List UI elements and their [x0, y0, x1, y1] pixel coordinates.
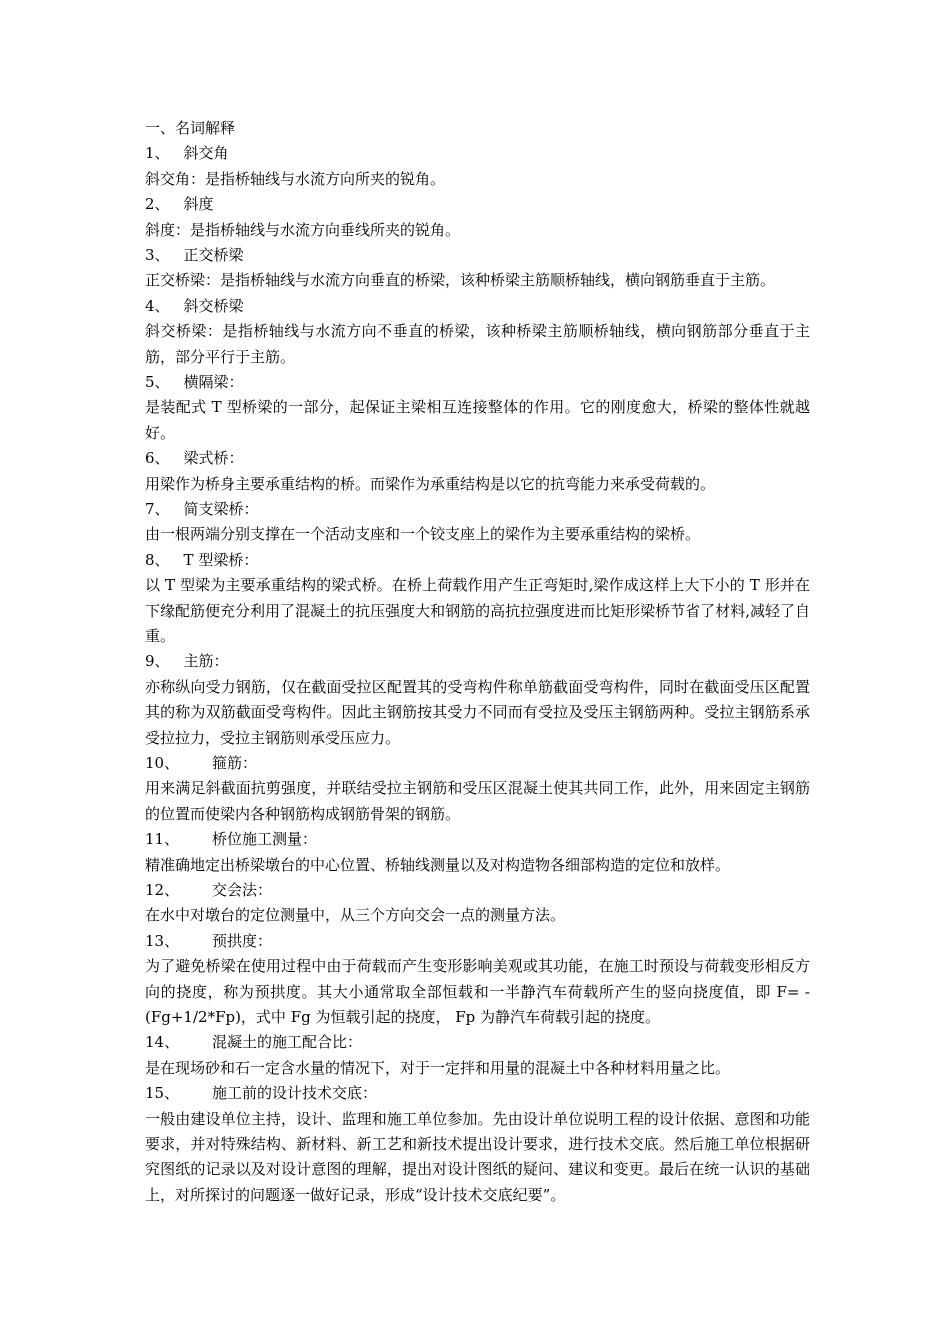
term-definition: 以 T 型梁为主要承重结构的梁式桥。在桥上荷载作用产生正弯矩时,梁作成这样上大下小的 T 形并在下缘配筋便充分利用了混凝土的抗压强度大和钢筋的高抗拉强度进而比矩形梁桥节省了材料,减轻了自重。 [145, 576, 810, 645]
term-list [145, 141, 810, 1208]
term-title: 预拱度： [212, 931, 273, 950]
section-heading: 一、名词解释 [145, 119, 236, 137]
term-heading [145, 243, 810, 268]
term-title: 斜交角 [183, 144, 229, 163]
term-number: 4、 [145, 296, 170, 315]
term-number: 3、 [145, 245, 170, 264]
term-number: 5、 [145, 372, 170, 391]
term-title: 横隔梁： [183, 372, 244, 391]
term-definition: 斜交角：是指桥轴线与水流方向所夹的锐角。 [145, 169, 446, 188]
term-number: 1、 [145, 144, 170, 163]
term-heading [145, 751, 810, 776]
term-definition: 斜度：是指桥轴线与水流方向垂线所夹的锐角。 [145, 220, 461, 239]
term-heading [145, 294, 810, 319]
term-number: 10、 [145, 754, 180, 772]
term-heading [145, 548, 810, 573]
term-number: 12、 [145, 881, 180, 899]
term-number: 15、 [145, 1084, 180, 1103]
term-definition: 亦称纵向受力钢筋，仅在截面受拉区配置其的受弯构件称单筋截面受弯构件，同时在截面受压区配置其的称为双筋截面受弯构件。因此主钢筋按其受力不同而有受拉及受压主钢筋两种。受拉主钢筋系承受拉拉力，受拉主钢筋则承受压应力。 [145, 677, 810, 747]
term-number: 11、 [145, 830, 180, 849]
term-title: 梁式桥： [183, 449, 244, 468]
term-heading [145, 929, 810, 954]
term-heading [145, 1030, 810, 1055]
term-definition: 由一根两端分别支撑在一个活动支座和一个铰支座上的梁作为主要承重结构的梁桥。 [145, 525, 701, 544]
term-title: 斜交桥梁 [183, 296, 244, 315]
term-heading [145, 827, 810, 852]
term-definition: 用梁作为桥身主要承重结构的桥。而梁作为承重结构是以它的抗弯能力来承受荷载的。 [145, 474, 716, 493]
term-number: 6、 [145, 449, 170, 468]
term-title: 施工前的设计技术交底： [212, 1084, 378, 1103]
term-definition: 在水中对墩台的定位测量中，从三个方向交会一点的测量方法。 [145, 906, 566, 925]
term-definition: 精准确地定出桥梁墩台的中心位置、桥轴线测量以及对构造物各细部构造的定位和放样。 [145, 855, 731, 874]
term-definition: 斜交桥梁：是指桥轴线与水流方向不垂直的桥梁，该种桥梁主筋顺桥轴线，横向钢筋部分垂直于主筋，部分平行于主筋。 [145, 322, 810, 366]
term-number: 9、 [145, 652, 170, 671]
term-definition: 是在现场砂和石一定含水量的情况下，对于一定拌和用量的混凝土中各种材料用量之比。 [145, 1058, 731, 1077]
term-definition: 是装配式 T 型桥梁的一部分，起保证主梁相互连接整体的作用。它的刚度愈大，桥梁的整体性就越好。 [145, 398, 810, 442]
term-definition: 用来满足斜截面抗剪强度，并联结受拉主钢筋和受压区混凝土使其共同工作，此外，用来固定主钢筋的位置而使梁内各种钢筋构成钢筋骨架的钢筋。 [145, 779, 810, 823]
term-number: 14、 [145, 1033, 180, 1052]
term-title: 混凝土的施工配合比： [212, 1033, 363, 1052]
term-title: 交会法： [212, 881, 273, 899]
term-number: 13、 [145, 931, 180, 950]
term-heading [145, 649, 810, 674]
term-heading [145, 446, 810, 471]
term-title: 桥位施工测量： [212, 830, 318, 849]
term-definition: 正交桥梁：是指桥轴线与水流方向垂直的桥梁，该种桥梁主筋顺桥轴线，横向钢筋垂直于主筋。 [145, 271, 776, 290]
term-number: 2、 [145, 195, 170, 214]
term-heading [145, 878, 810, 903]
term-title: 简支梁桥： [183, 499, 259, 518]
term-definition: 为了避免桥梁在使用过程中由于荷载而产生变形影响美观或其功能，在施工时预设与荷载变形相反方向的挠度，称为预拱度。其大小通常取全部恒载和一半静汽车荷载所产生的竖向挠度值，即 F= -(Fg+1/2*Fp)，式中 Fg 为恒载引起的挠度， Fp 为静汽车荷载引起的挠度。 [145, 957, 810, 1026]
term-title: 正交桥梁 [183, 245, 244, 264]
document-body [145, 116, 810, 1208]
term-heading [145, 497, 810, 522]
term-number: 8、 [145, 550, 170, 569]
term-number: 7、 [145, 499, 170, 518]
term-title: 箍筋： [212, 754, 258, 772]
term-heading [145, 141, 810, 166]
term-title: 主筋： [183, 652, 229, 671]
term-title: 斜度 [183, 195, 214, 214]
term-heading [145, 192, 810, 217]
term-heading [145, 1081, 810, 1106]
term-definition: 一般由建设单位主持，设计、监理和施工单位参加。先由设计单位说明工程的设计依据、意图和功能要求，并对特殊结构、新材料、新工艺和新技术提出设计要求，进行技术交底。然后施工单位根据研究图纸的记录以及对设计意图的理解，提出对设计图纸的疑问、建议和变更。最后在统一认识的基础上，对所探讨的问题逐一做好记录，形成“设计技术交底纪要”。 [145, 1109, 810, 1204]
term-title: T 型梁桥： [183, 550, 259, 569]
term-heading [145, 370, 810, 395]
